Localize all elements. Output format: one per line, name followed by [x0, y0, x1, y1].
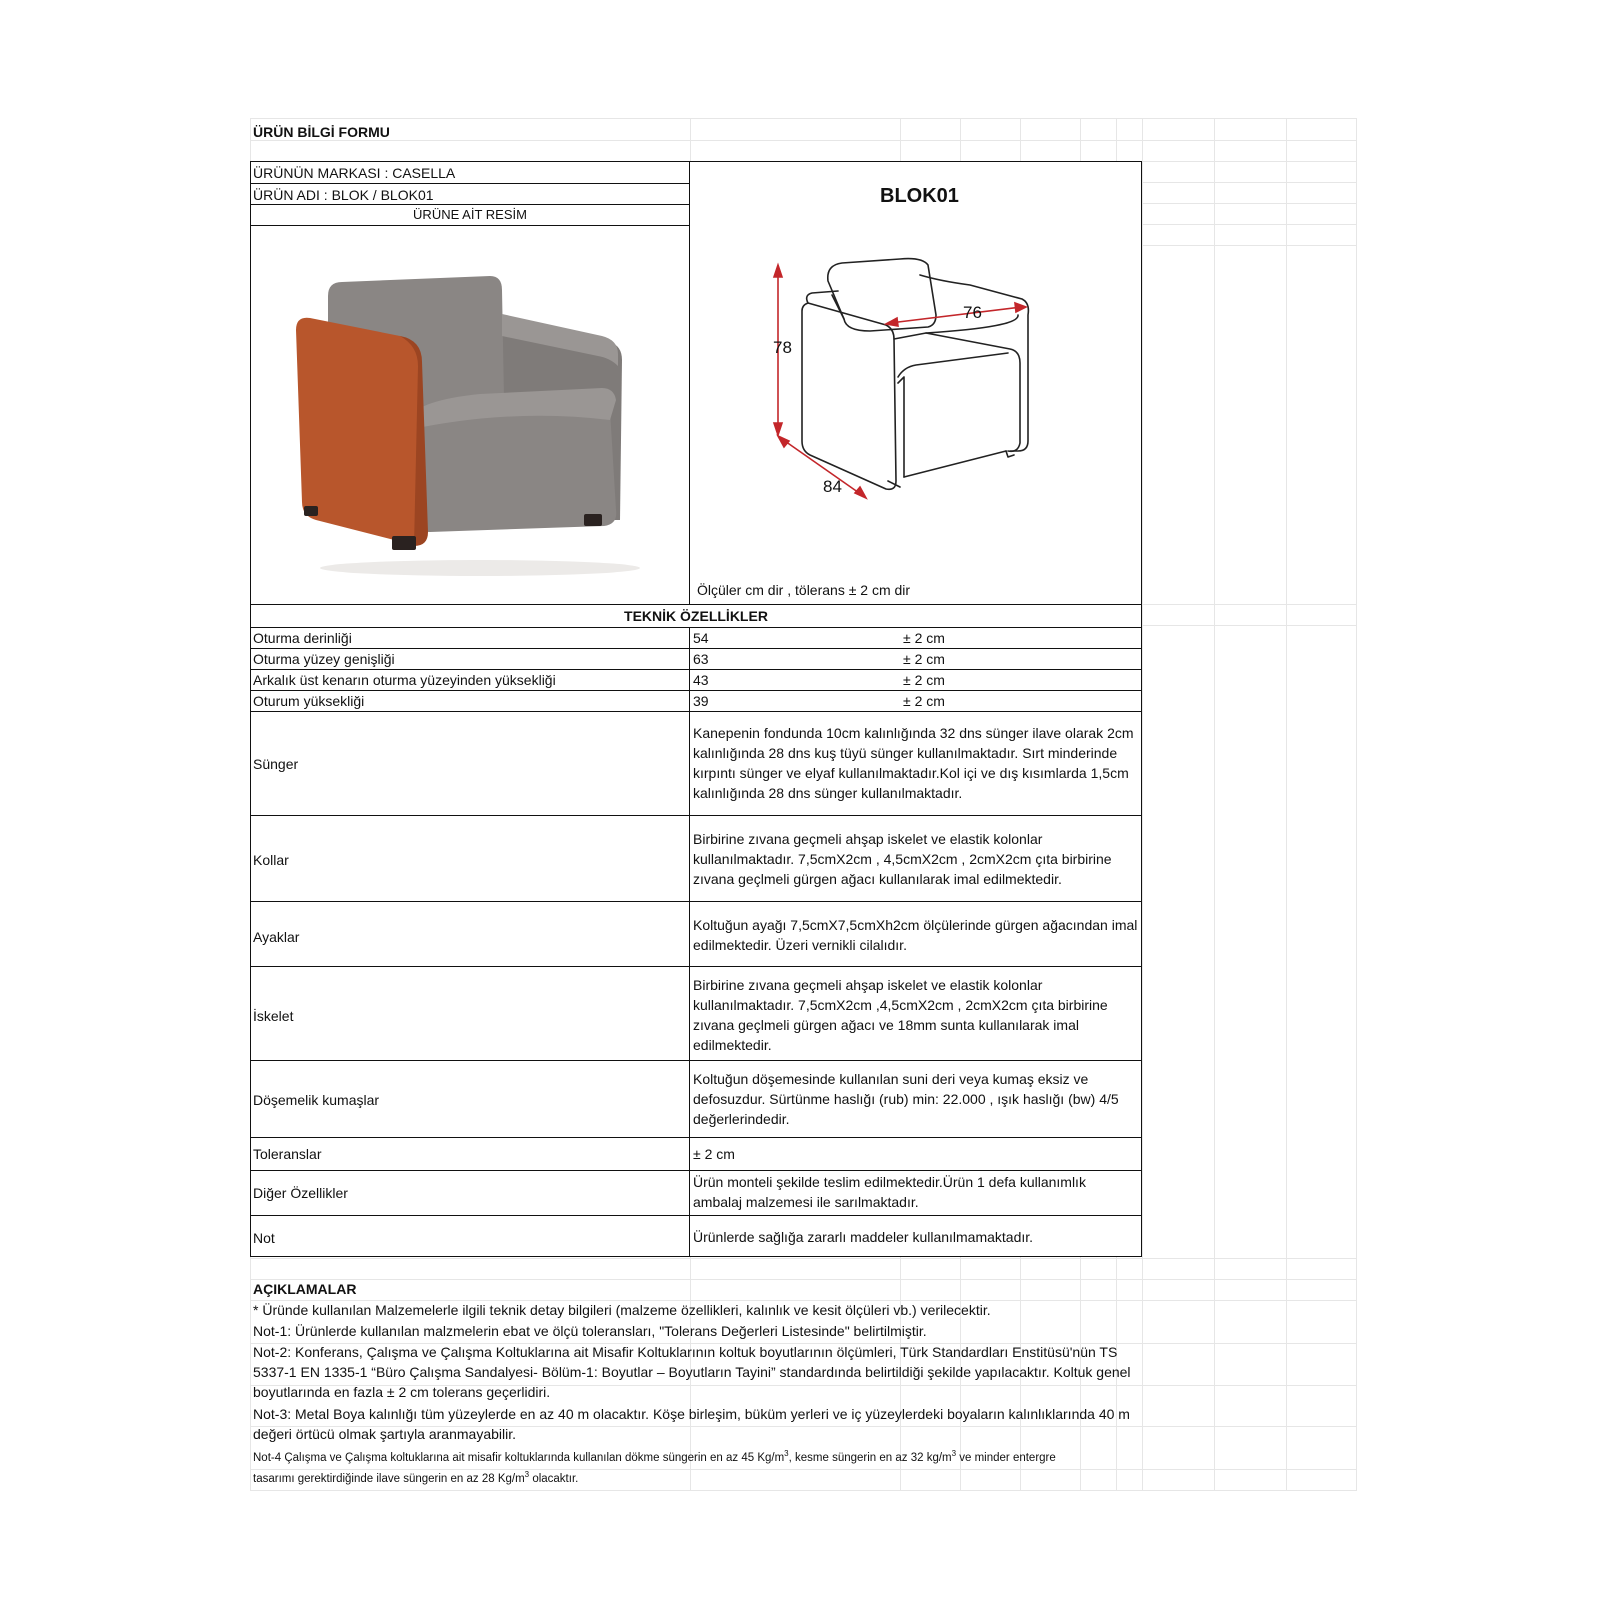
detail-text: Birbirine zıvana geçmeli ahşap iskelet ve elastik kolonlar kullanılmaktadır. 7,5cmX2cm , 4,5cmX2cm , 2cmX2cm çıta birbirine zıvana geçlmeli gürgen ağacı kullanılarak imal edilmektedir.: [693, 831, 1112, 887]
note-line: 5337-1 EN 1335-1 “Büro Çalışma Sandalyesi- Bölüm-1: Boyutlar – Boyutların Tayini” standardında belirtildiği şekilde yapılacaktır. Koltuk genel: [253, 1364, 1131, 1380]
detail-label: Toleranslar: [253, 1146, 322, 1162]
detail-label: Diğer Özellikler: [253, 1185, 348, 1201]
form-title: ÜRÜN BİLGİ FORMU: [253, 124, 390, 140]
detail-text: Koltuğun ayağı 7,5cmX7,5cmXh2cm ölçülerinde gürgen ağacından imal edilmektedir. Üzeri vernikli cilalıdır.: [693, 917, 1138, 953]
armchair-technical-drawing: [760, 255, 1070, 515]
note-line: boyutlarında en fazla ± 2 cm tolerans geçerlidiri.: [253, 1384, 551, 1400]
armchair-photo: [280, 270, 650, 580]
notes-title: AÇIKLAMALAR: [253, 1281, 357, 1297]
detail-label: Ayaklar: [253, 929, 300, 945]
note-line: Not-2: Konferans, Çalışma ve Çalışma Koltuklarına ait Misafir Koltuklarının koltuk boyutlarının ölçümleri, Türk Standardları Enstitüsü'nün TS: [253, 1344, 1118, 1360]
detail-label: Sünger: [253, 756, 299, 772]
detail-label: Not: [253, 1230, 275, 1246]
detail-text: Koltuğun döşemesinde kullanılan suni deri veya kumaş eksiz ve defosuzdur. Sürtünme haslığı (rub) min: 22.000 , ışık haslığı (bw) 4/5 değerlerindedir.: [693, 1071, 1119, 1127]
note-line: tasarımı gerektirdiğinde ilave süngerin en az 28 $Kg/m^3$ olacaktır.: [253, 1470, 579, 1485]
note-line: Not-3: Metal Boya kalınlığı tüm yüzeylerde en az 40 m olacaktır. Köşe birleşim, büküm yerleri ve iç yüzeylerdeki boyaların kalınlıklarında 40 m: [253, 1406, 1130, 1422]
image-header: ÜRÜNE AİT RESİM: [413, 207, 527, 222]
note-line: Not-4 Çalışma ve Çalışma koltuklarına ait misafir koltuklarında kullanılan dökme süngerin en az 45 $Kg/m^3$, kesme süngerin en az 32 $kg/m^3$ ve minder entergre: [253, 1449, 1056, 1464]
note-line: Not-1: Ürünlerde kullanılan malzmelerin ebat ve ölçü toleransları, "Tolerans Değerleri Listesinde" belirtilmiştir.: [253, 1323, 927, 1339]
dim-height-label: 78: [773, 338, 792, 357]
product-name-line: ÜRÜN ADI : BLOK / BLOK01: [253, 187, 434, 203]
detail-text: Kanepenin fondunda 10cm kalınlığında 32 dns sünger ilave olarak 2cm kalınlığında 28 dns kuş tüyü sünger kullanılmaktadır. Sırt minderinde kırpıntı sünger ve elyaf kullanılmaktadır.Kol içi ve dış kısımlarda 1,5cm kalınlığında 28 dns sünger kullanılmaktadır.: [693, 725, 1134, 801]
note-line: değeri örtücü olmak şartıyla aranmayabilir.: [253, 1426, 517, 1442]
specs-header: TEKNİK ÖZELLİKLER: [624, 608, 768, 624]
dim-width-label: 76: [963, 303, 982, 322]
detail-text: Ürün monteli şekilde teslim edilmektedir.Ürün 1 defa kullanımlık ambalaj malzemesi ile sarılmaktadır.: [693, 1174, 1086, 1210]
detail-text: ± 2 cm: [693, 1146, 735, 1162]
dim-depth-label: 84: [823, 477, 842, 496]
detail-text: Ürünlerde sağlığa zararlı maddeler kullanılmamaktadır.: [693, 1229, 1034, 1245]
brand-line: ÜRÜNÜN MARKASI : CASELLA: [253, 165, 456, 181]
detail-label: Döşemelik kumaşlar: [253, 1092, 380, 1108]
detail-text: Birbirine zıvana geçmeli ahşap iskelet ve elastik kolonlar kullanılmaktadır. 7,5cmX2cm ,4,5cmX2cm , 2cmX2cm çıta birbirine zıvana geçlmeli gürgen ağacı ve 18mm sunta kullanılarak imal edilmektedir.: [693, 977, 1108, 1053]
detail-label: İskelet: [253, 1008, 294, 1024]
dimension-note: Ölçüler cm dir , tölerans ± 2 cm dir: [697, 582, 911, 598]
detail-label: Kollar: [253, 852, 289, 868]
note-line: * Üründe kullanılan Malzemelerle ilgili teknik detay bilgileri (malzeme özellikleri, kalınlık ve kesit ölçüleri vb.) verilecektir.: [253, 1302, 991, 1318]
drawing-title: BLOK01: [880, 185, 959, 207]
